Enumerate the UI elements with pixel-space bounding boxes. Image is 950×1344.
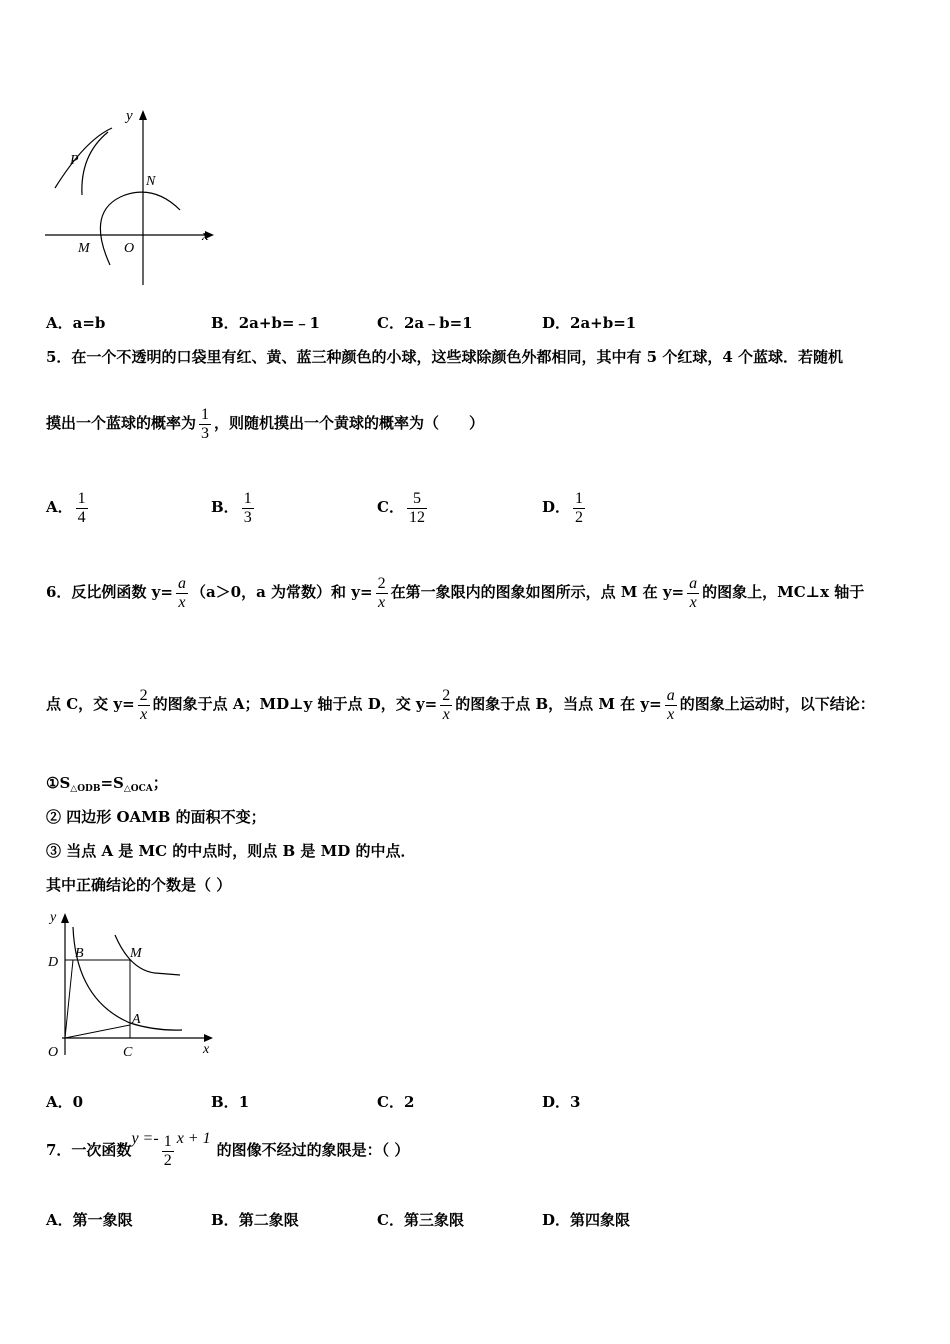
q4-figure bbox=[40, 100, 230, 295]
q4-label-o: O bbox=[124, 241, 135, 256]
q6-option-d[interactable] bbox=[542, 1091, 580, 1112]
q6-l2-frac2 bbox=[440, 687, 452, 723]
q6-c1-sub1: △ODB bbox=[70, 784, 101, 794]
q6-l2-frac1-num: 2 bbox=[139, 687, 148, 704]
q6-segment-ob bbox=[65, 960, 73, 1038]
q5-line2-prefix: 摸出一个蓝球的概率为 bbox=[46, 414, 197, 433]
q6-option-a-label: A． bbox=[46, 1093, 73, 1111]
q6-option-a[interactable] bbox=[46, 1091, 83, 1112]
q7-option-c-text: 第三象限 bbox=[403, 1211, 464, 1229]
q6-l2-frac2-den: x bbox=[442, 705, 450, 723]
q5-option-a-frac bbox=[76, 490, 88, 526]
q6-l1-frac2-num: 2 bbox=[377, 575, 386, 592]
q7-option-b-text: 第二象限 bbox=[238, 1211, 299, 1229]
q6-line2 bbox=[46, 687, 875, 723]
q6-l2-d: 的图象上运动时，以下结论： bbox=[679, 695, 875, 714]
q7-frac-num: 1 bbox=[163, 1132, 172, 1150]
q4-option-c-label: C． bbox=[377, 314, 404, 332]
q5-option-d-num: 1 bbox=[575, 490, 584, 507]
q6-curve-a-over-x bbox=[115, 935, 180, 975]
q6-l1-frac3-den: x bbox=[689, 593, 697, 611]
q6-option-a-text: 0 bbox=[72, 1093, 84, 1111]
q5-option-c-num: 5 bbox=[412, 490, 421, 507]
q6-l1-frac2 bbox=[376, 575, 388, 611]
q4-option-d[interactable] bbox=[542, 312, 636, 333]
q6-conclusion-3: ③ 当点 A 是 MC 的中点时，则点 B 是 MD 的中点． bbox=[46, 842, 416, 860]
q4-label-p: P bbox=[70, 153, 79, 168]
q5-prob-frac bbox=[199, 406, 211, 442]
q6-label-x: x bbox=[203, 1042, 210, 1057]
q5-option-d-frac bbox=[573, 490, 585, 526]
q6-l2-a: 点 C，交 y= bbox=[46, 695, 135, 714]
q6-option-b-text: 1 bbox=[238, 1093, 250, 1111]
q6-label-c: C bbox=[123, 1045, 133, 1060]
q5-option-b-den: 3 bbox=[243, 508, 252, 526]
q6-segment-oa bbox=[65, 1025, 130, 1038]
q5-option-a[interactable] bbox=[46, 490, 91, 526]
q4-option-a[interactable] bbox=[46, 312, 105, 333]
q7-option-a-label: A． bbox=[46, 1211, 73, 1229]
q6-l1-frac1-den: x bbox=[178, 593, 186, 611]
q7-stem bbox=[46, 1130, 409, 1169]
q6-l1-a: 6．反比例函数 y= bbox=[46, 583, 173, 602]
q5-option-a-label: A． bbox=[46, 498, 73, 517]
q6-l1-d: 的图象上，MC⊥x 轴于 bbox=[702, 583, 865, 602]
q7-suffix: 的图像不经过的象限是：（ ） bbox=[216, 1141, 410, 1159]
q6-label-m: M bbox=[130, 946, 142, 961]
q5-option-b-label: B． bbox=[211, 498, 239, 517]
q6-option-c-text: 2 bbox=[403, 1093, 415, 1111]
q6-conclusion-1 bbox=[46, 772, 168, 794]
q6-option-d-text: 3 bbox=[570, 1093, 581, 1111]
q4-option-c[interactable] bbox=[377, 312, 473, 333]
q6-l2-frac3-num: a bbox=[666, 687, 675, 704]
q5-option-b-num: 1 bbox=[243, 490, 252, 507]
q4-arc-mn bbox=[100, 192, 180, 265]
q7-option-d[interactable] bbox=[542, 1209, 630, 1230]
q7-eq-left: y =- bbox=[131, 1130, 159, 1147]
q6-option-b[interactable] bbox=[211, 1091, 249, 1112]
q5-option-b-frac bbox=[242, 490, 254, 526]
q6-l1-frac3-num: a bbox=[689, 575, 698, 592]
q6-l2-frac2-num: 2 bbox=[442, 687, 451, 704]
q6-line1 bbox=[46, 575, 864, 611]
q6-label-o: O bbox=[48, 1045, 59, 1060]
q4-option-a-label: A． bbox=[46, 314, 73, 332]
q6-option-c[interactable] bbox=[377, 1091, 414, 1112]
q6-c1-b: =S bbox=[100, 774, 124, 792]
q5-option-c-den: 12 bbox=[408, 508, 425, 526]
q6-figure bbox=[40, 905, 225, 1065]
q7-frac bbox=[162, 1133, 174, 1169]
q6-l2-frac3 bbox=[665, 687, 677, 723]
q4-option-b-text: 2a+b=﹣1 bbox=[238, 314, 320, 332]
q6-l1-frac3 bbox=[687, 575, 699, 611]
q4-option-d-text: 2a+b=1 bbox=[570, 314, 637, 332]
q6-l1-c: 在第一象限内的图象如图所示，点 M 在 y= bbox=[390, 583, 685, 602]
q7-prefix: 7．一次函数 bbox=[46, 1141, 132, 1159]
q6-l1-frac2-den: x bbox=[378, 593, 386, 611]
q7-option-c-label: C． bbox=[377, 1211, 404, 1229]
q6-l2-frac1-den: x bbox=[140, 705, 148, 723]
q6-curve-2-over-x bbox=[73, 927, 182, 1030]
q6-l2-b: 的图象于点 A；MD⊥y 轴于点 D，交 y= bbox=[152, 695, 438, 714]
q6-c1-c: ； bbox=[152, 774, 168, 792]
q6-l1-b: （a＞0，a 为常数）和 y= bbox=[190, 583, 373, 602]
q5-option-d[interactable] bbox=[542, 490, 588, 526]
q4-arc-p2 bbox=[82, 132, 108, 195]
q4-label-n: N bbox=[146, 174, 156, 189]
q5-line2-suffix: ，则随机摸出一个黄球的概率为（ ） bbox=[214, 414, 485, 433]
q6-label-d: D bbox=[48, 955, 59, 970]
q7-frac-den: 2 bbox=[163, 1151, 172, 1169]
q5-option-a-num: 1 bbox=[77, 490, 86, 507]
q4-option-a-text: a=b bbox=[72, 314, 106, 332]
q6-label-y: y bbox=[50, 910, 57, 925]
q5-option-d-den: 2 bbox=[575, 508, 584, 526]
q7-option-b[interactable] bbox=[211, 1209, 299, 1230]
q6-c1-sub2: △OCA bbox=[123, 784, 153, 794]
q7-option-a[interactable] bbox=[46, 1209, 133, 1230]
q6-conclusion-2: ② 四边形 OAMB 的面积不变； bbox=[46, 808, 266, 826]
q5-option-c-label: C． bbox=[377, 498, 404, 517]
q5-line1: 5．在一个不透明的口袋里有红、黄、蓝三种颜色的小球，这些球除颜色外都相同，其中有 5 个红球，4 个蓝球．若随机 bbox=[46, 348, 843, 366]
q5-prob-num: 1 bbox=[201, 406, 210, 423]
q6-l2-frac3-den: x bbox=[667, 705, 675, 723]
q6-y-arrow bbox=[61, 913, 69, 923]
q7-option-c[interactable] bbox=[377, 1209, 464, 1230]
q5-option-c[interactable] bbox=[377, 490, 430, 526]
q7-option-d-text: 第四象限 bbox=[570, 1211, 631, 1229]
q7-option-b-label: B． bbox=[211, 1211, 239, 1229]
q5-prob-den: 3 bbox=[201, 424, 210, 442]
q6-option-b-label: B． bbox=[211, 1093, 239, 1111]
q7-eq-right: x + 1 bbox=[176, 1130, 211, 1147]
q4-option-d-label: D． bbox=[542, 314, 571, 332]
q6-option-c-label: C． bbox=[377, 1093, 404, 1111]
q6-l2-c: 的图象于点 B，当点 M 在 y= bbox=[455, 695, 662, 714]
q6-option-d-label: D． bbox=[542, 1093, 571, 1111]
q7-option-a-text: 第一象限 bbox=[72, 1211, 133, 1229]
q6-l1-frac1 bbox=[176, 575, 188, 611]
q6-label-a: A bbox=[132, 1012, 141, 1027]
q4-arc-p bbox=[55, 128, 112, 188]
q7-option-d-label: D． bbox=[542, 1211, 571, 1229]
q4-option-c-text: 2a﹣b=1 bbox=[403, 314, 473, 332]
q4-label-m: M bbox=[78, 241, 90, 256]
q6-label-b: B bbox=[75, 946, 84, 961]
q6-c1-a: ①S bbox=[46, 774, 71, 792]
q5-option-a-den: 4 bbox=[77, 508, 86, 526]
q6-x-arrow bbox=[204, 1034, 213, 1042]
q6-question: 其中正确结论的个数是（ ） bbox=[46, 876, 232, 894]
q5-line2 bbox=[46, 406, 484, 442]
q4-option-b-label: B． bbox=[211, 314, 239, 332]
q5-option-c-frac bbox=[407, 490, 427, 526]
q5-option-b[interactable] bbox=[211, 490, 257, 526]
q4-label-y: y bbox=[126, 108, 133, 124]
q6-l1-frac1-num: a bbox=[177, 575, 186, 592]
q4-y-arrow bbox=[139, 110, 147, 120]
q4-option-b[interactable] bbox=[211, 312, 320, 333]
q4-label-x: x bbox=[202, 228, 209, 244]
q6-l2-frac1 bbox=[138, 687, 150, 723]
q5-option-d-label: D． bbox=[542, 498, 571, 517]
